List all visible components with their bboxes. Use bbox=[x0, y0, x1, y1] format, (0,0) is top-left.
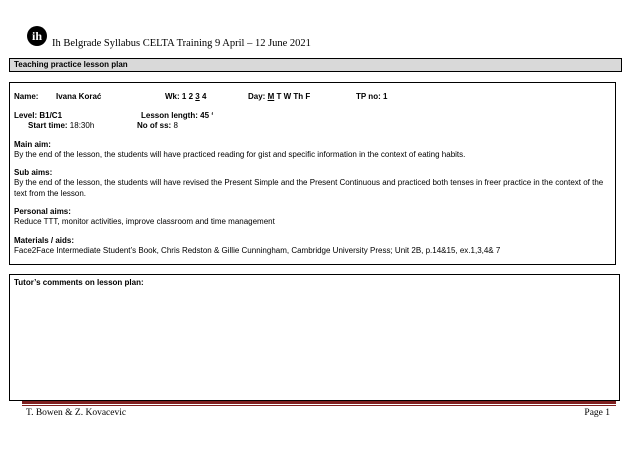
start-time-label: Start time: bbox=[28, 121, 68, 130]
no-of-ss-label: No of ss: bbox=[137, 121, 172, 130]
level-label: Level: bbox=[14, 111, 38, 120]
lesson-plan-box bbox=[9, 82, 616, 265]
materials-label: Materials / aids: bbox=[14, 236, 75, 245]
week-number: 2 bbox=[188, 92, 194, 101]
personal-aims-label: Personal aims: bbox=[14, 207, 71, 216]
footer-page-number: Page 1 bbox=[584, 408, 610, 418]
page-title: Teaching practice lesson plan bbox=[9, 58, 622, 72]
ih-logo: ih bbox=[27, 26, 47, 46]
day-option: F bbox=[305, 92, 311, 101]
main-aim-text: By the end of the lesson, the students will have practiced reading for gist and specific information in the context of eating habits. bbox=[14, 150, 466, 159]
no-of-ss-value: 8 bbox=[173, 121, 178, 130]
footer-rule-thin bbox=[22, 405, 616, 406]
start-time-value: 18:30h bbox=[69, 121, 95, 130]
tutor-comments-label: Tutor’s comments on lesson plan: bbox=[14, 278, 144, 287]
day-selected: M bbox=[267, 92, 275, 101]
level-value: B1/C1 bbox=[39, 111, 63, 120]
sub-aims-text: By the end of the lesson, the students will have revised the Present Simple and the Present Continuous and practiced both tenses in freer practice in the context of the text from the lesson. bbox=[14, 178, 604, 198]
week-label: Wk: bbox=[165, 92, 180, 101]
week-field bbox=[165, 92, 206, 103]
week-number-selected: 3 bbox=[195, 92, 200, 101]
day-option: W bbox=[283, 92, 292, 101]
week-number: 4 bbox=[201, 92, 207, 101]
footer-authors: T. Bowen & Z. Kovacevic bbox=[26, 408, 127, 418]
lesson-length-value: 45 ‘ bbox=[200, 111, 214, 120]
day-label: Day: bbox=[248, 92, 266, 101]
personal-aims-text: Reduce TTT, monitor activities, improve classroom and time management bbox=[14, 217, 275, 226]
name-label: Name: bbox=[14, 92, 39, 101]
day-field bbox=[248, 92, 310, 103]
main-aim-label: Main aim: bbox=[14, 140, 51, 149]
lesson-length-field bbox=[141, 111, 213, 122]
day-option: Th bbox=[293, 92, 304, 101]
name-value: Ivana Korać bbox=[56, 92, 102, 101]
footer-rule bbox=[22, 401, 616, 404]
week-number: 1 bbox=[181, 92, 187, 101]
start-time-field bbox=[28, 121, 94, 132]
sub-aims-label: Sub aims: bbox=[14, 168, 53, 177]
tutor-comments-box bbox=[9, 274, 620, 401]
lesson-length-label: Lesson length: bbox=[141, 111, 198, 120]
level-field bbox=[14, 111, 62, 122]
tp-number: TP no: 1 bbox=[356, 92, 388, 101]
day-option: T bbox=[276, 92, 282, 101]
materials-text: Face2Face Intermediate Student’s Book, Chris Redston & Gillie Cunningham, Cambridge University Press; Unit 2B, p.14&15, ex.1,3,4& 7 bbox=[14, 246, 501, 255]
header-text: Ih Belgrade Syllabus CELTA Training 9 April – 12 June 2021 bbox=[52, 38, 311, 49]
name-row bbox=[14, 92, 38, 103]
no-of-ss-field bbox=[137, 121, 178, 132]
